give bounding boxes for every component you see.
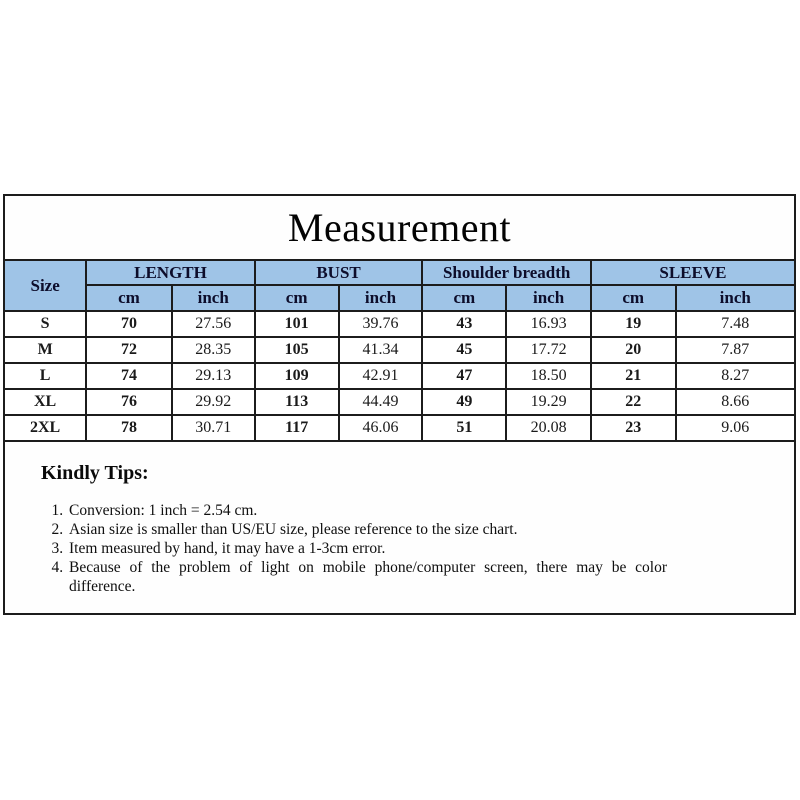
tip-item: 2. Asian size is smaller than US/EU size, please reference to the size chart.	[67, 520, 764, 539]
measurement-sheet	[3, 194, 796, 615]
value-cell: 51	[422, 415, 506, 441]
unit-header-bust-inch: inch	[339, 285, 423, 311]
unit-header-length-cm: cm	[86, 285, 171, 311]
value-cell: 70	[86, 311, 171, 337]
value-cell: 113	[255, 389, 339, 415]
value-cell: 44.49	[339, 389, 423, 415]
value-cell: 27.56	[172, 311, 255, 337]
value-cell: 29.92	[172, 389, 255, 415]
value-cell: 30.71	[172, 415, 255, 441]
value-cell: 42.91	[339, 363, 423, 389]
value-cell: 7.87	[676, 337, 796, 363]
value-cell: 41.34	[339, 337, 423, 363]
table-row-m	[4, 337, 795, 363]
value-cell: 49	[422, 389, 506, 415]
size-cell: M	[4, 337, 86, 363]
value-cell: 43	[422, 311, 506, 337]
table-row-l	[4, 363, 795, 389]
value-cell: 20.08	[506, 415, 591, 441]
value-cell: 8.27	[676, 363, 796, 389]
size-cell: L	[4, 363, 86, 389]
value-cell: 28.35	[172, 337, 255, 363]
value-cell: 18.50	[506, 363, 591, 389]
size-table	[3, 259, 796, 442]
value-cell: 76	[86, 389, 171, 415]
tip-item: 3. Item measured by hand, it may have a 1-3cm error.	[67, 539, 764, 558]
value-cell: 17.72	[506, 337, 591, 363]
tips-section	[3, 442, 796, 615]
value-cell: 109	[255, 363, 339, 389]
col-group-sleeve: SLEEVE	[591, 260, 795, 285]
unit-header-sleeve-inch: inch	[676, 285, 796, 311]
value-cell: 72	[86, 337, 171, 363]
size-cell: XL	[4, 389, 86, 415]
value-cell: 47	[422, 363, 506, 389]
value-cell: 21	[591, 363, 676, 389]
value-cell: 19.29	[506, 389, 591, 415]
size-cell: 2XL	[4, 415, 86, 441]
tip-item: 4. Because of the problem of light on mobile phone/computer screen, there may be color difference.	[67, 558, 667, 596]
value-cell: 7.48	[676, 311, 796, 337]
value-cell: 20	[591, 337, 676, 363]
size-cell: S	[4, 311, 86, 337]
unit-header-shoulder-inch: inch	[506, 285, 591, 311]
unit-header-bust-cm: cm	[255, 285, 339, 311]
tips-heading: Kindly Tips:	[41, 462, 149, 484]
value-cell: 16.93	[506, 311, 591, 337]
value-cell: 101	[255, 311, 339, 337]
value-cell: 74	[86, 363, 171, 389]
value-cell: 45	[422, 337, 506, 363]
unit-header-shoulder-cm: cm	[422, 285, 506, 311]
value-cell: 8.66	[676, 389, 796, 415]
value-cell: 117	[255, 415, 339, 441]
unit-header-row	[4, 285, 795, 311]
title-band	[3, 194, 796, 259]
value-cell: 46.06	[339, 415, 423, 441]
unit-header-sleeve-cm: cm	[591, 285, 676, 311]
value-cell: 105	[255, 337, 339, 363]
page-title: Measurement	[287, 205, 512, 250]
unit-header-length-inch: inch	[172, 285, 255, 311]
value-cell: 78	[86, 415, 171, 441]
group-header-row	[4, 260, 795, 285]
table-row-xl	[4, 389, 795, 415]
value-cell: 23	[591, 415, 676, 441]
value-cell: 29.13	[172, 363, 255, 389]
tip-item: 1. Conversion: 1 inch = 2.54 cm.	[67, 501, 764, 520]
value-cell: 39.76	[339, 311, 423, 337]
value-cell: 9.06	[676, 415, 796, 441]
table-row-2xl	[4, 415, 795, 441]
col-header-size: Size	[4, 260, 86, 311]
value-cell: 22	[591, 389, 676, 415]
col-group-shoulder-breadth: Shoulder breadth	[422, 260, 590, 285]
tips-list	[41, 501, 764, 596]
col-group-length: LENGTH	[86, 260, 254, 285]
table-row-s	[4, 311, 795, 337]
value-cell: 19	[591, 311, 676, 337]
col-group-bust: BUST	[255, 260, 423, 285]
